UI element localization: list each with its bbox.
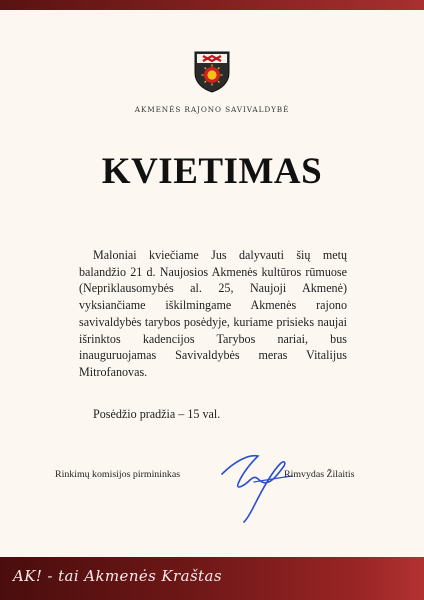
organization-name: AKMENĖS RAJONO SAVIVALDYBĖ [134,105,290,114]
coat-of-arms-icon [192,49,232,93]
top-accent-bar [0,0,424,10]
invitation-paragraph: Maloniai kviečiame Jus dalyvauti šių metų balandžio 21 d. Naujosios Akmenės kultūros rūmuose (Nepriklausomybės al. 25, Naujoji Akmenė) vyksiančiame iškilmingame Akmenės rajono savivaldybės tarybos posėdyje, kuriame prisieks naujai išrinktos kadencijos Tarybos nariai, bus inauguruojamas Savivaldybės meras Vitalijus Mitrofanovas. [79,248,347,379]
footer-slogan: AK! - tai Akmenės Kraštas [13,567,222,585]
signatory-name: Rimvydas Žilaitis [284,469,355,480]
invitation-body [79,247,347,381]
handwritten-signature [214,450,314,526]
signatory-role: Rinkimų komisijos pirmininkas [55,469,181,480]
document-title: KVIETIMAS [101,151,323,192]
meeting-start-time: Posėdžio pradžia – 15 val. [93,407,221,421]
